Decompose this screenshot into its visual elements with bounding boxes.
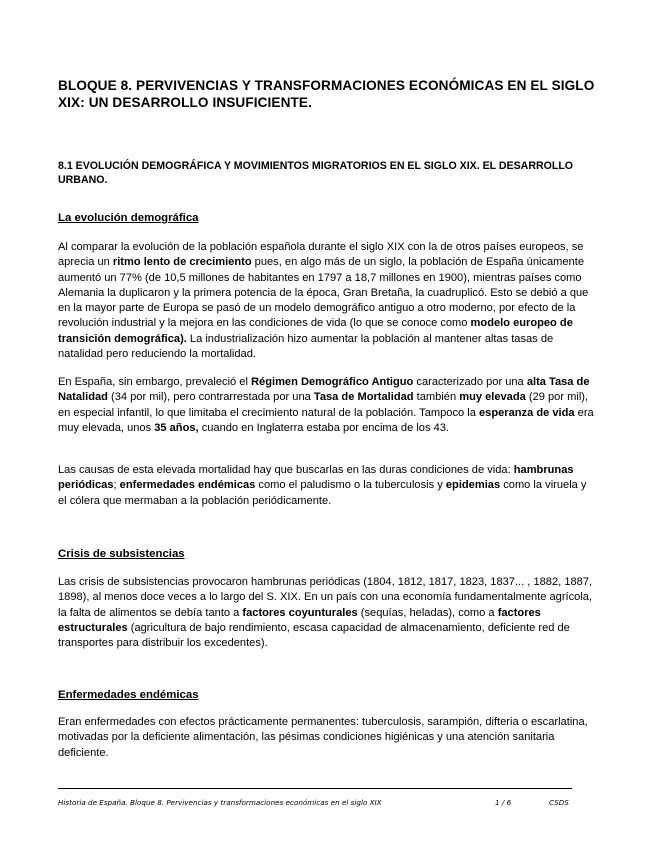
bold-run: 35 años, — [154, 421, 199, 434]
footer-divider — [58, 788, 572, 789]
footer-page-number: 1 / 6 — [495, 798, 512, 807]
bold-run: ritmo lento de crecimiento — [112, 256, 252, 269]
text-run: (29 por mil), en especial infantil, lo que limitaba el crecimiento natural de la población. Tampoco la — [58, 391, 589, 419]
bold-run: hambrunas periódicas — [58, 464, 574, 492]
heading-evolucion: La evolución demográfica — [58, 212, 199, 224]
text-run: (agricultura de bajo rendimiento, escasa capacidad de almacenamiento, deficiente red de transportes para distribuir los excedentes). — [58, 621, 570, 650]
bold-run: epidemias — [445, 479, 501, 492]
footer-author: CSDS — [549, 798, 569, 807]
paragraph-crisis-1 — [58, 575, 598, 651]
paragraph-enfermedades-1: Eran enfermedades con efectos prácticamente permanentes: tuberculosis, sarampión, difteria o escarlatina, motivadas por la deficiente alimentación, las pésimas condiciones higiénicas y una atención sanitaria deficiente. — [58, 716, 588, 759]
bold-run: muy elevada — [459, 391, 526, 404]
paragraph-evolucion-3 — [58, 463, 598, 509]
text-run: pues, en algo más de un siglo, la población de España únicamente aumentó un 77% (de 10,5 millones de habitantes en 1797 a 18,7 millones en 1900), mientras países como Alemania la duplicaron y la primera potencia de la época, Gran Bretaña, la cuadruplicó. Esto se debió a que en la mayor parte de Europa se pasó de un modelo demográfico antiguo a otro moderno, por efecto de la revolución industrial y la mejora en las condiciones de vida (lo que se conoce como — [58, 256, 589, 330]
text-run: cuando en Inglaterra estaba por encima de los 43. — [198, 421, 450, 434]
text-run: Las causas de esta elevada mortalidad hay que buscarlas en las duras condiciones de vida: — [58, 464, 514, 476]
bold-run: Tasa de Mortalidad — [313, 391, 414, 404]
document-title: BLOQUE 8. PERVIVENCIAS Y TRANSFORMACIONES ECONÓMICAS EN EL SIGLO XIX: UN DESARROLLO INSUFICIENTE. — [58, 78, 595, 110]
footer-document-title: Historia de España. Bloque 8. Pervivencias y transformaciones económicas en el siglo XIX — [58, 798, 382, 807]
bold-run: factores coyunturales — [242, 606, 358, 619]
bold-run: factores estructurales — [58, 606, 541, 634]
text-run: En España, sin embargo, prevaleció el — [58, 376, 252, 388]
bold-run: esperanza de vida — [479, 406, 575, 419]
paragraph-evolucion-2 — [58, 375, 598, 436]
bold-run: enfermedades endémicas — [119, 479, 256, 492]
heading-enfermedades: Enfermedades endémicas — [58, 689, 199, 701]
text-run: (sequías, heladas), como a — [357, 606, 498, 619]
text-run: era muy elevada, unos — [58, 406, 594, 434]
bold-run: Régimen Demográfico Antiguo — [251, 376, 414, 388]
text-run: también — [413, 391, 460, 404]
section-subtitle: 8.1 EVOLUCIÓN DEMOGRÁFICA Y MOVIMIENTOS MIGRATORIOS EN EL SIGLO XIX. EL DESARROLLO URBANO. — [58, 160, 574, 186]
bold-run: alta Tasa de Natalidad — [58, 376, 590, 404]
text-run: La industrialización hizo aumentar la población al mantener altas tasas de natalidad pero reduciendo la mortalidad. — [58, 332, 554, 361]
text-run: Al comparar la evolución de la población española durante el siglo XIX con la de otros países europeos, se aprecia un — [58, 241, 584, 269]
text-run: (34 por mil), pero contrarrestada por una — [107, 391, 314, 404]
text-run: Las crisis de subsistencias provocaron hambrunas periódicas (1804, 1812, 1817, 1823, 1837... , 1882, 1887, 1898), al menos doce veces a lo largo del S. XIX. En un país con una economía fundamentalmente agrícola, la falta de alimentos se debía tanto a — [58, 576, 593, 619]
paragraph-evolucion-1 — [58, 240, 598, 362]
bold-run: modelo europeo de transición demográfica). — [58, 317, 573, 345]
text-run: como la viruela y el cólera que mermaban a la población periódicamente. — [58, 479, 587, 507]
text-run: como el paludismo o la tuberculosis y — [255, 479, 446, 492]
heading-crisis: Crisis de subsistencias — [58, 548, 185, 560]
text-run: ; — [113, 479, 120, 492]
text-run: caracterizado por una — [413, 376, 527, 388]
